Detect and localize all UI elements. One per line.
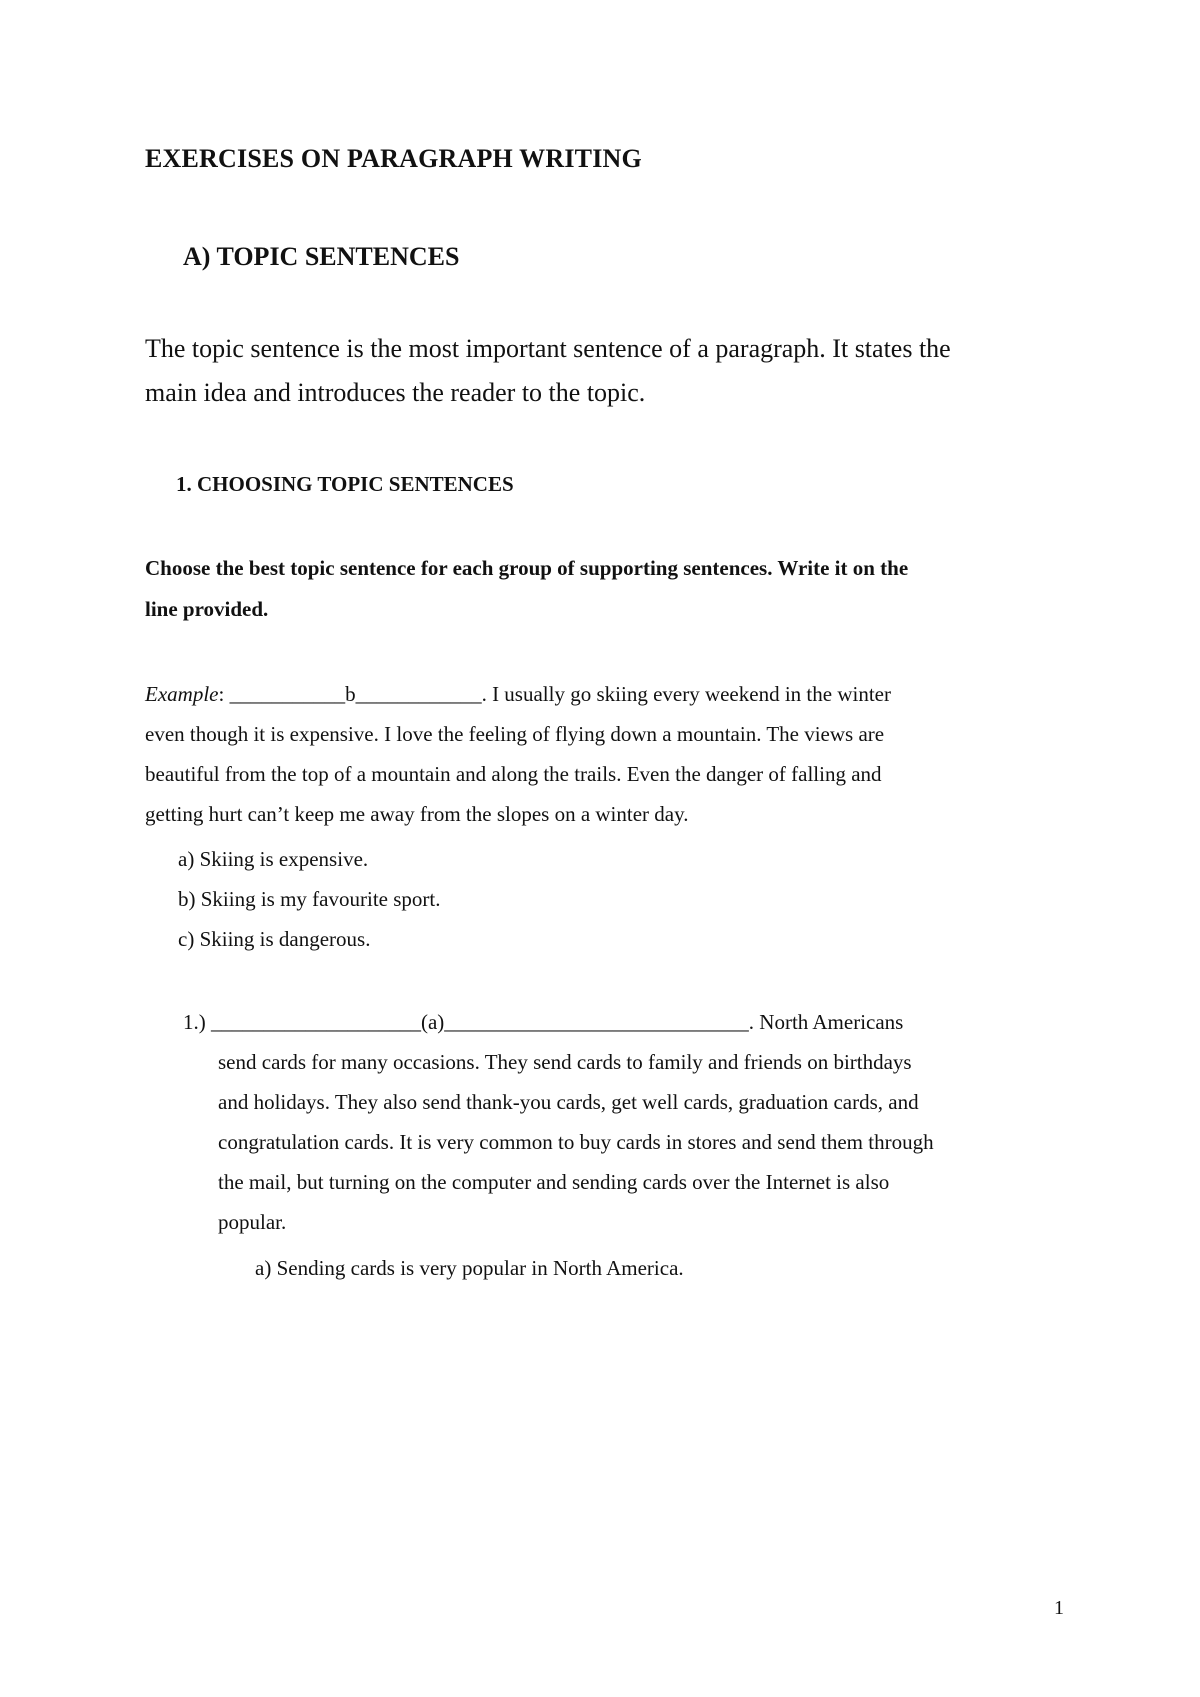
intro-line-2: main idea and introduces the reader to the topic. [145,378,646,407]
question-1-line-5: the mail, but turning on the computer and sending cards over the Internet is also [218,1170,890,1194]
example-option-a: a) Skiing is expensive. [178,847,369,871]
intro-line-1: The topic sentence is the most important sentence of a paragraph. It states the [145,334,951,363]
question-1-line-3: and holidays. They also send thank-you cards, get well cards, graduation cards, and [218,1090,919,1114]
page-number: 1 [1054,1597,1064,1619]
section-heading: A) TOPIC SENTENCES [183,242,460,271]
instructions-line-1: Choose the best topic sentence for each group of supporting sentences. Write it on the [145,556,909,580]
question-1-line-6: popular. [218,1210,287,1234]
example-option-b: b) Skiing is my favourite sport. [178,887,441,911]
example-option-c: c) Skiing is dangerous. [178,927,371,951]
example-label: Example [145,682,219,706]
example-line-1 [145,682,891,707]
example-line-4: getting hurt can’t keep me away from the slopes on a winter day. [145,802,689,826]
example-line-2: even though it is expensive. I love the feeling of flying down a mountain. The views are [145,722,885,746]
example-line-1-text: : ___________b____________. I usually go skiing every weekend in the winter [218,682,891,706]
question-1-line-1: 1.) ____________________(a)_____________________________. North Americans [183,1010,904,1034]
instructions-line-2: line provided. [145,597,269,621]
question-1-line-4: congratulation cards. It is very common to buy cards in stores and send them through [218,1130,934,1154]
question-1-option-a: a) Sending cards is very popular in North America. [255,1256,684,1280]
subsection-heading: 1. CHOOSING TOPIC SENTENCES [176,472,514,496]
question-1-line-2: send cards for many occasions. They send cards to family and friends on birthdays [218,1050,912,1074]
example-line-3: beautiful from the top of a mountain and along the trails. Even the danger of falling and [145,762,882,786]
document-title: EXERCISES ON PARAGRAPH WRITING [145,144,642,173]
